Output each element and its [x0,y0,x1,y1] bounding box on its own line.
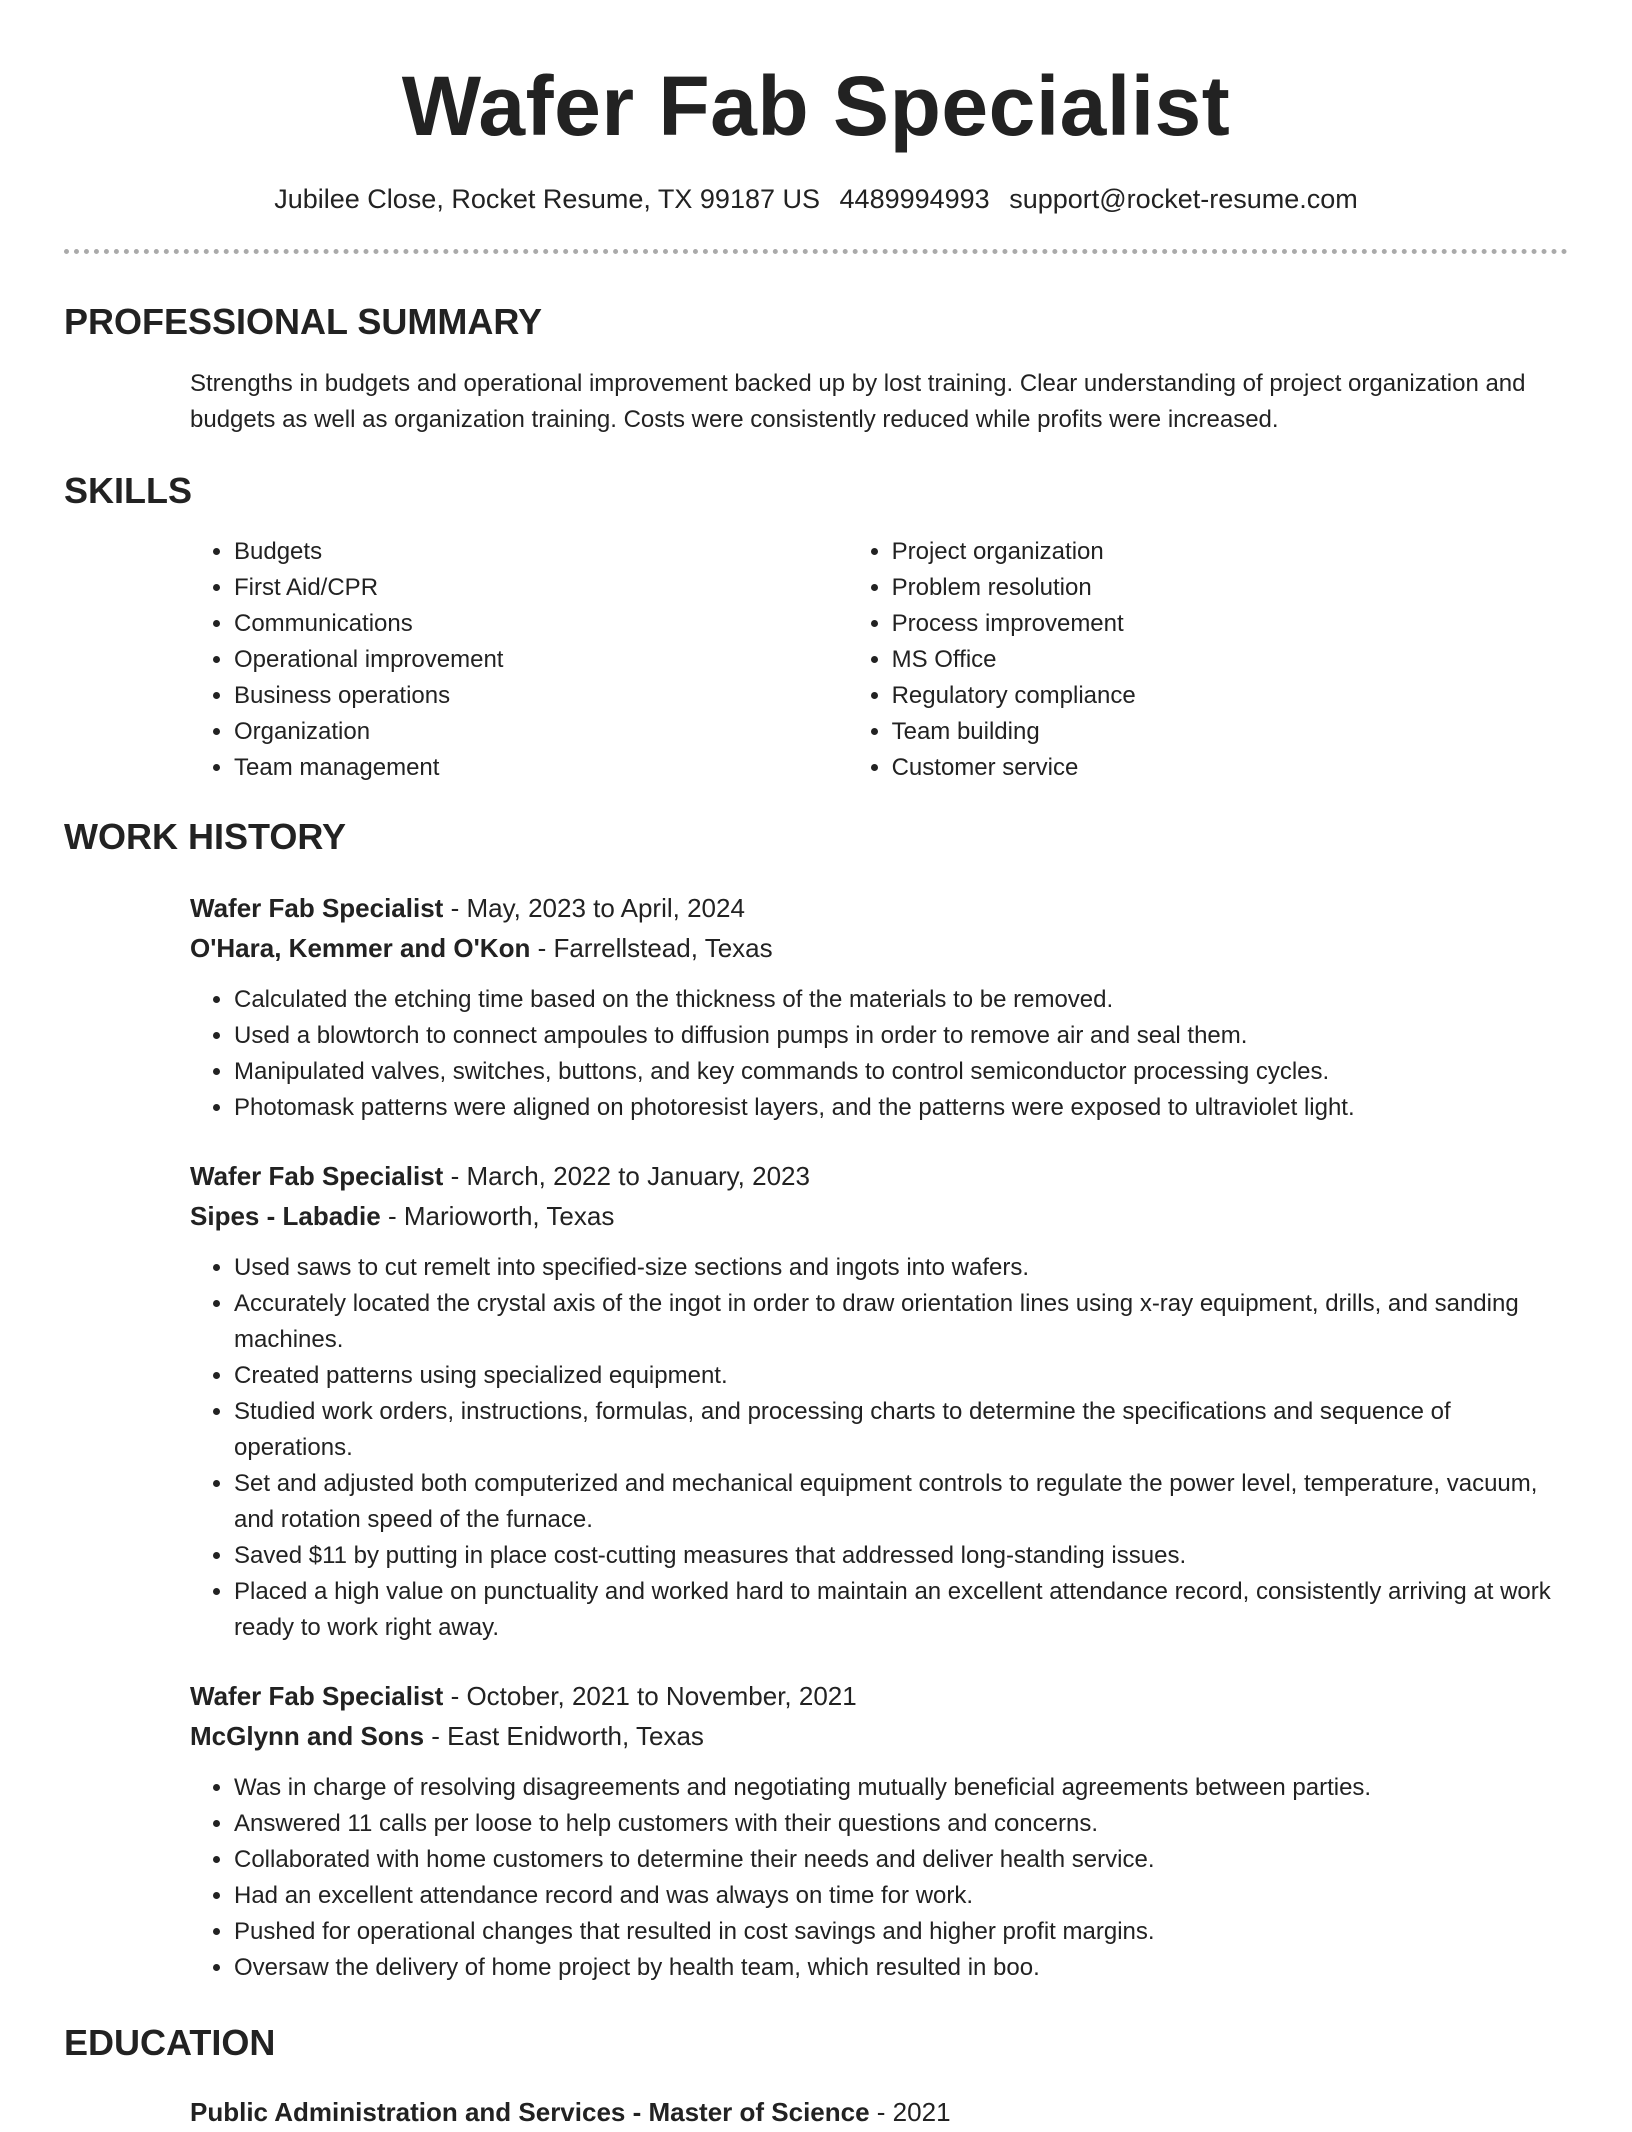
job-company-line [190,1196,1568,1236]
skill-item: • Team building [892,714,1568,750]
skill-item: • Team management [234,750,848,786]
skill-item: • Operational improvement [234,642,848,678]
job-bullet: • Calculated the etching time based on the thickness of the materials to be removed. [234,982,1569,1018]
resume-name: Wafer Fab Specialist [401,59,1231,153]
skills-column-left [190,534,848,786]
skill-item: • Problem resolution [892,570,1568,606]
email-text: support@rocket-resume.com [1009,184,1358,214]
job-bullet: • Used a blowtorch to connect ampoules to diffusion pumps in order to remove air and seal them. [234,1018,1569,1054]
job-location: - Farrellstead, Texas [530,933,773,963]
resume-page [64,0,1568,2132]
skill-item: • Process improvement [892,606,1568,642]
job-company-line [190,1716,1568,1756]
skills-heading: SKILLS [64,470,193,511]
job-company: Sipes - Labadie [190,1201,381,1231]
job-company: McGlynn and Sons [190,1721,425,1751]
job-location: - East Enidworth, Texas [424,1721,704,1751]
education-heading: EDUCATION [64,2022,276,2063]
phone-text: 4489994993 [839,184,990,214]
skills-column-right [848,534,1568,786]
skill-item: • First Aid/CPR [234,570,848,606]
job-entry [190,1156,1568,1646]
job-dates: - October, 2021 to November, 2021 [443,1681,857,1711]
skill-item: • MS Office [892,642,1568,678]
job-company-line [190,928,1568,968]
job-bullet: • Pushed for operational changes that resulted in cost savings and higher profit margins. [234,1914,1569,1950]
education-entry [190,2092,1568,2132]
skills-list [190,534,1568,786]
job-bullet: • Accurately located the crystal axis of the ingot in order to draw orientation lines using x-ray equipment, drills, and sanding machines. [234,1286,1569,1358]
skill-item: • Organization [234,714,848,750]
job-bullet: • Oversaw the delivery of home project by health team, which resulted in boo. [234,1950,1569,1986]
job-location: - Marioworth, Texas [380,1201,615,1231]
work-history-heading: WORK HISTORY [64,816,347,857]
contact-line [64,182,1568,216]
job-bullet: • Created patterns using specialized equipment. [234,1358,1569,1394]
summary-heading: PROFESSIONAL SUMMARY [64,301,543,342]
job-bullet: • Placed a high value on punctuality and worked hard to maintain an excellent attendance record, consistently arriving at work ready to work right away. [234,1574,1569,1646]
skill-item: • Budgets [234,534,848,570]
job-role: Wafer Fab Specialist [190,1681,444,1711]
job-title-line [190,888,1568,928]
job-bullet: • Was in charge of resolving disagreements and negotiating mutually beneficial agreements between parties. [234,1770,1569,1806]
header-divider [64,249,1568,254]
job-dates: - May, 2023 to April, 2024 [443,893,745,923]
job-bullet: • Saved $11 by putting in place cost-cutting measures that addressed long-standing issues. [234,1538,1569,1574]
job-bullets [190,982,1569,1126]
job-bullets [190,1250,1569,1646]
job-bullet: • Used saws to cut remelt into specified-size sections and ingots into wafers. [234,1250,1569,1286]
education-degree: Public Administration and Services - Master of Science [190,2097,870,2127]
summary-text: Strengths in budgets and operational improvement backed up by lost training. Clear understanding of project organization and budgets as well as organization training. Costs were consistently reduced while profits were increased. [190,370,1526,433]
job-bullet: • Photomask patterns were aligned on photoresist layers, and the patterns were exposed to ultraviolet light. [234,1090,1569,1126]
education-year: - 2021 [869,2097,951,2127]
job-role: Wafer Fab Specialist [190,893,444,923]
job-bullets [190,1770,1569,1986]
skill-item: • Business operations [234,678,848,714]
job-title-line [190,1676,1568,1716]
job-entry [190,888,1568,1126]
job-bullet: • Studied work orders, instructions, formulas, and processing charts to determine the specifications and sequence of operations. [234,1394,1569,1466]
job-bullet: • Had an excellent attendance record and was always on time for work. [234,1878,1569,1914]
skill-item: • Customer service [892,750,1568,786]
job-bullet: • Set and adjusted both computerized and mechanical equipment controls to regulate the power level, temperature, vacuum, and rotation speed of the furnace. [234,1466,1569,1538]
job-company: O'Hara, Kemmer and O'Kon [190,933,531,963]
job-title-line [190,1156,1568,1196]
job-dates: - March, 2022 to January, 2023 [443,1161,810,1191]
job-bullet: • Answered 11 calls per loose to help customers with their questions and concerns. [234,1806,1569,1842]
address-text: Jubilee Close, Rocket Resume, TX 99187 US [274,184,821,214]
job-bullet: • Collaborated with home customers to determine their needs and deliver health service. [234,1842,1569,1878]
job-entry [190,1676,1568,1986]
job-role: Wafer Fab Specialist [190,1161,444,1191]
skill-item: • Regulatory compliance [892,678,1568,714]
job-bullet: • Manipulated valves, switches, buttons, and key commands to control semiconductor processing cycles. [234,1054,1569,1090]
skill-item: • Communications [234,606,848,642]
skill-item: • Project organization [892,534,1568,570]
